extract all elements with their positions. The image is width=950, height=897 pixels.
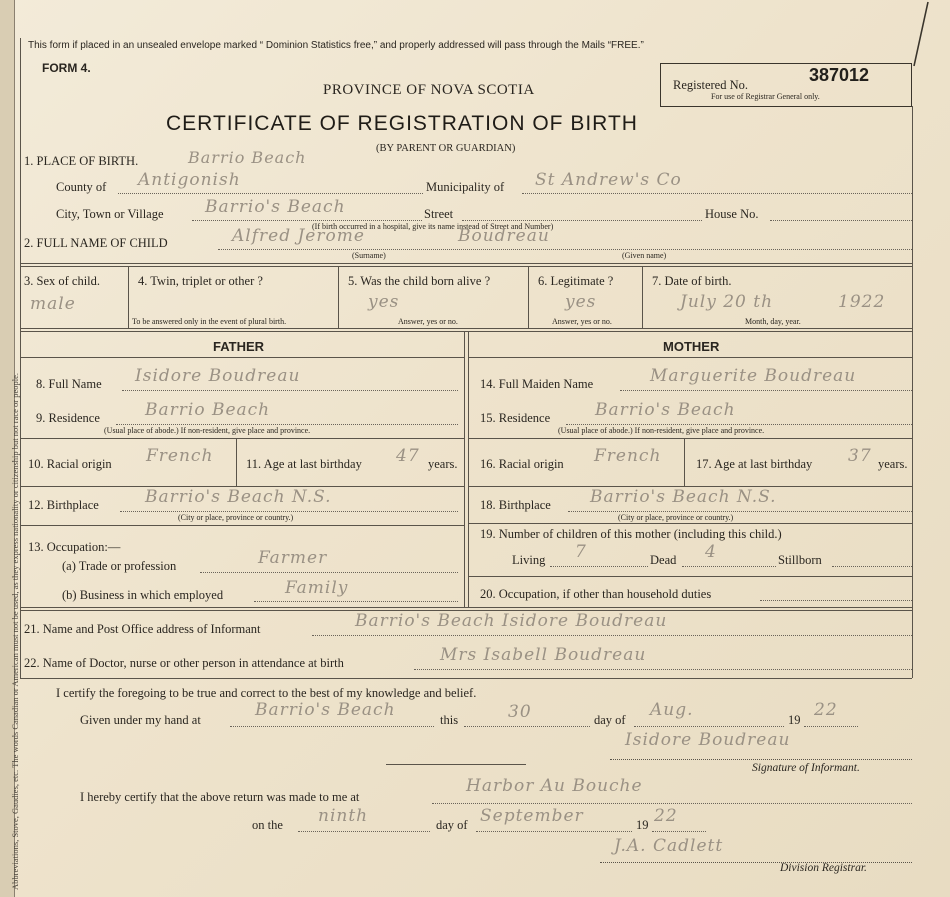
trade-label: (a) Trade or profession [62,559,177,573]
place-of-birth-value: Barrio Beach [188,148,307,167]
registrar-day-value: ninth [318,806,369,826]
mother-occupation-label: 20. Occupation, if other than household duties [480,587,712,601]
certificate-subtitle: (BY PARENT OR GUARDIAN) [376,143,516,154]
registrar-signature: J.A. Cadlett [614,836,724,856]
father-residence-label: 9. Residence [36,411,100,425]
dob-year-value: 1922 [838,292,886,312]
occupation-label: 13. Occupation:— [28,540,121,554]
hospital-note: (If birth occurred in a hospital, give its name instead of Street and Number) [312,222,554,231]
dead-label: Dead [650,553,677,567]
date-of-birth-label: 7. Date of birth. [652,274,732,288]
living-label: Living [512,553,546,567]
legitimate-value: yes [565,292,597,312]
city-value: Barrio's Beach [205,197,346,217]
given-year-prefix: 19 [788,713,801,727]
given-at-value: Barrio's Beach [255,700,396,720]
mother-racial-value: French [594,446,662,466]
legitimate-label: 6. Legitimate ? [538,274,614,288]
given-name-caption: (Given name) [622,251,667,260]
sex-value: male [30,294,76,314]
on-the-label: on the [252,818,283,832]
registrar-only-note: For use of Registrar General only. [711,92,820,101]
pencil-mark [900,0,940,70]
mother-years-label: years. [878,457,908,471]
mother-birthplace-note: (City or place, province or country.) [618,513,734,522]
dob-month-day-value: July 20 th [680,292,774,312]
registrar-year-value: 22 [654,806,678,826]
child-surname-value: Alfred Jerome [232,226,365,246]
father-name-label: 8. Full Name [36,377,102,391]
mail-notice: This form if placed in an unsealed envelope marked “ Dominion Statistics free,” and properly addressed will pass through the Mails “FREE.” [28,40,644,51]
mother-birthplace-value: Barrio's Beach N.S. [590,487,777,507]
business-label: (b) Business in which employed [62,588,224,602]
given-year-value: 22 [814,700,838,720]
day-of-label: day of [594,713,626,727]
municipality-value: St Andrew's Co [535,170,682,190]
attendant-value: Mrs Isabell Boudreau [440,645,647,665]
informant-value: Barrio's Beach Isidore Boudreau [355,611,668,631]
registrar-certify-label: I hereby certify that the above return was made to me at [80,790,360,804]
father-racial-value: French [146,446,214,466]
this-label: this [440,713,459,727]
mother-age-value: 37 [848,446,872,466]
left-margin-strip [0,0,20,897]
father-age-label: 11. Age at last birthday [246,457,362,471]
stillborn-label: Stillborn [778,553,822,567]
mother-residence-label: 15. Residence [480,411,551,425]
informant-signature: Isidore Boudreau [625,730,791,750]
father-business-value: Family [285,578,349,598]
house-number-label: House No. [705,207,759,221]
father-trade-value: Farmer [258,548,328,568]
mother-birthplace-label: 18. Birthplace [480,498,551,512]
child-given-name-value: Boudreau [458,226,550,246]
left-strip-text: Abbreviations, Stove, Gaudies, etc. The words Canadian or American must not be used, as they express nationality or citizenship but not race or people. [10,372,20,890]
signature-informant-caption: Signature of Informant. [752,762,860,774]
mother-racial-label: 16. Racial origin [480,457,564,471]
county-label: County of [56,180,107,194]
mother-heading: MOTHER [663,339,720,354]
surname-caption: (Surname) [352,251,386,260]
father-residence-value: Barrio Beach [145,400,271,420]
dob-note: Month, day, year. [745,317,801,326]
street-label: Street [424,207,454,221]
registrar-year-prefix: 19 [636,818,649,832]
registrar-place-value: Harbor Au Bouche [466,776,643,796]
mother-name-value: Marguerite Boudreau [650,366,857,386]
county-value: Antigonish [138,170,241,190]
registered-number: 387012 [809,65,870,85]
sex-label: 3. Sex of child. [24,274,101,288]
given-month-value: Aug. [650,700,694,720]
given-day-value: 30 [508,702,532,722]
province-name: PROVINCE OF NOVA SCOTIA [323,82,535,98]
municipality-label: Municipality of [426,180,505,194]
city-label: City, Town or Village [56,207,164,221]
form-number: FORM 4. [42,61,91,75]
day-of-label-2: day of [436,818,468,832]
mother-maiden-label: 14. Full Maiden Name [480,377,594,391]
children-count-label: 19. Number of children of this mother (including this child.) [480,527,782,541]
mother-abode-note: (Usual place of abode.) If non-resident, give place and province. [558,426,765,435]
registered-number-box [660,63,912,107]
father-years-label: years. [428,457,458,471]
living-value: 7 [575,542,587,562]
mother-residence-value: Barrio's Beach [595,400,736,420]
certify-statement: I certify the foregoing to be true and correct to the best of my knowledge and belief. [56,686,477,700]
legitimate-note: Answer, yes or no. [552,317,612,326]
place-of-birth-label: 1. PLACE OF BIRTH. [24,154,139,168]
given-under-label: Given under my hand at [80,713,201,727]
certificate-title: CERTIFICATE OF REGISTRATION OF BIRTH [166,112,638,135]
born-alive-label: 5. Was the child born alive ? [348,274,491,288]
born-alive-note: Answer, yes or no. [398,317,458,326]
father-racial-label: 10. Racial origin [28,457,112,471]
registered-label: Registered No. [673,78,748,92]
attendant-label: 22. Name of Doctor, nurse or other person in attendance at birth [24,656,344,670]
twin-label: 4. Twin, triplet or other ? [138,274,263,288]
division-registrar-caption: Division Registrar. [780,862,867,874]
father-age-value: 47 [396,446,420,466]
full-name-child-label: 2. FULL NAME OF CHILD [24,236,168,250]
father-birthplace-note: (City or place, province or country.) [178,513,294,522]
born-alive-value: yes [368,292,400,312]
dead-value: 4 [705,542,717,562]
father-heading: FATHER [213,339,265,354]
father-name-value: Isidore Boudreau [135,366,301,386]
father-abode-note: (Usual place of abode.) If non-resident, give place and province. [104,426,311,435]
mother-age-label: 17. Age at last birthday [696,457,813,471]
father-birthplace-value: Barrio's Beach N.S. [145,487,332,507]
registrar-month-value: September [480,806,584,826]
twin-note: To be answered only in the event of plural birth. [132,317,287,326]
informant-label: 21. Name and Post Office address of Informant [24,622,261,636]
father-birthplace-label: 12. Birthplace [28,498,99,512]
